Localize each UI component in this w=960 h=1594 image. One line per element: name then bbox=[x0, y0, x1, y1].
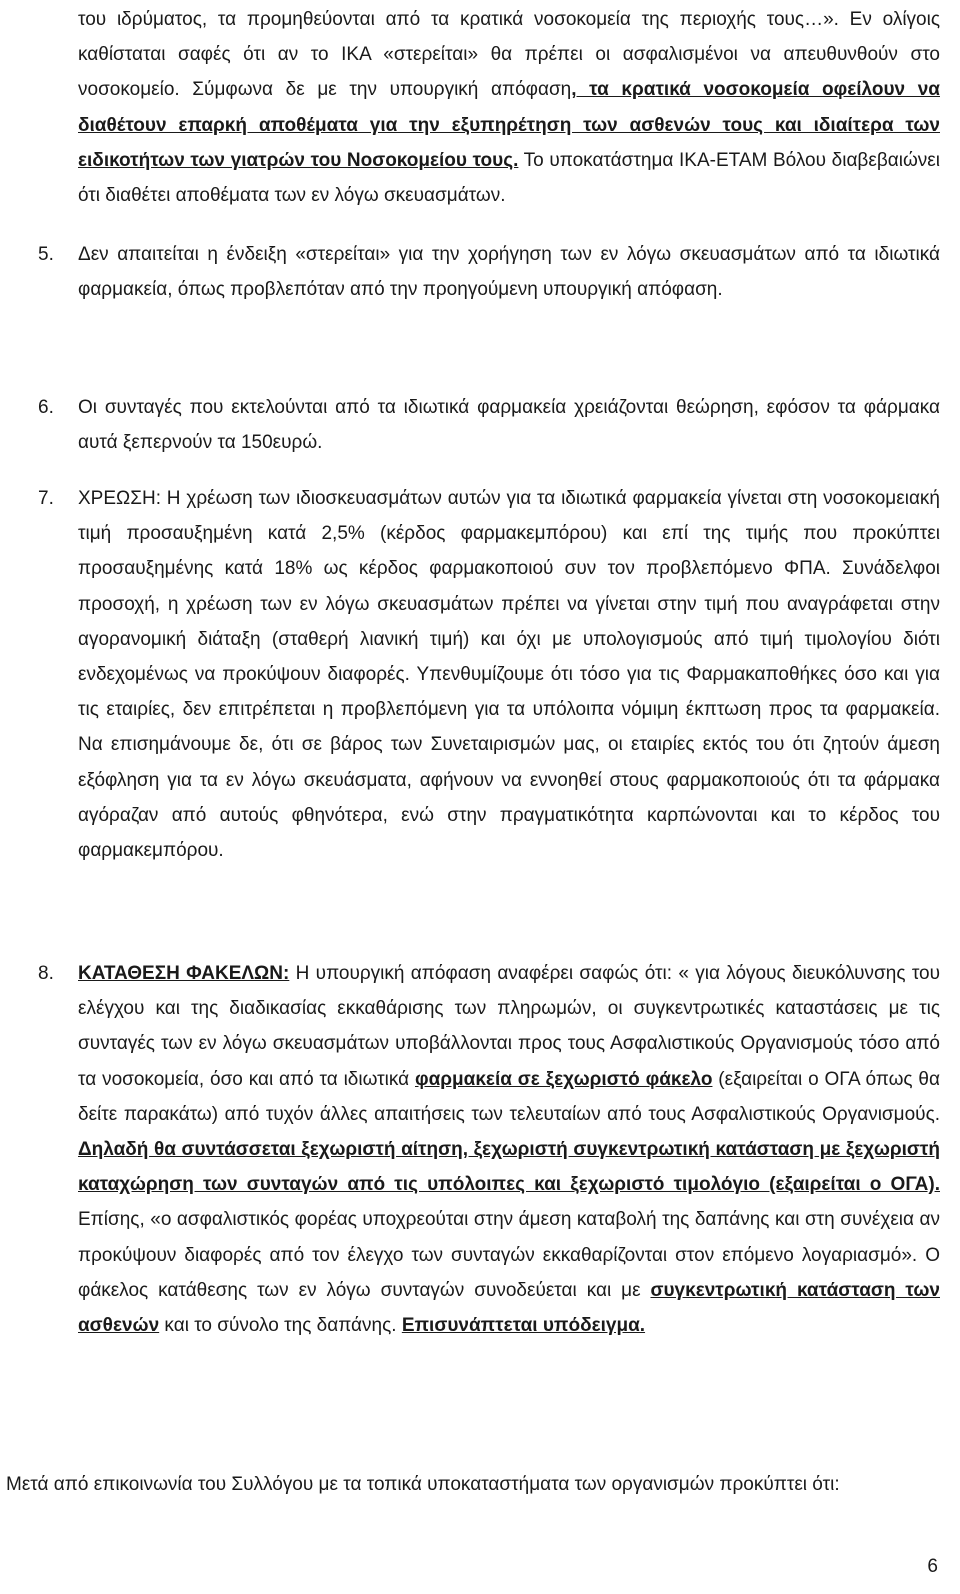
item-8-heading: ΚΑΤΑΘΕΣΗ ΦΑΚΕΛΩΝ: bbox=[78, 963, 290, 984]
item-8-paragraph bbox=[78, 956, 940, 1343]
item-6-number: 6. bbox=[38, 397, 54, 418]
closing-paragraph: Μετά από επικοινωνία του Συλλόγου με τα τοπικά υποκαταστήματα των οργανισμών προκύπτει ότι: bbox=[6, 1474, 840, 1495]
item-8-emphasis-4: Επισυνάπτεται υπόδειγμα. bbox=[401, 1315, 646, 1337]
page-number: 6 bbox=[927, 1556, 938, 1577]
item-6-text: Οι συνταγές που εκτελούνται από τα ιδιωτικά φαρμακεία χρειάζονται θεώρηση, εφόσον τα φάρμακα αυτά ξεπερνούν τα 150ευρώ. bbox=[78, 397, 940, 454]
item-8-emphasis-1: φαρμακεία σε ξεχωριστό φάκελο bbox=[415, 1068, 713, 1090]
item-8-text-2: (εξαιρείται ο ΟΓΑ όπως θα δείτε παρακάτω) από τυχόν άλλες απαιτήσεις των τελευταίων από τους Ασφαλιστικούς Οργανισμούς. bbox=[78, 1068, 940, 1125]
item-8-text-3: Επίσης, «ο ασφαλιστικός φορέας υποχρεούται στην άμεση καταβολή της δαπάνης και στη συνέχεια αν προκύψουν διαφορές από τον έλεγχο των συνταγών εκκαθαρίζονται στον επόμενο λογαριασμό». Ο φάκελος κατάθεσης των εν λόγω συνταγών συνοδεύεται και με bbox=[78, 1209, 940, 1301]
continuation-text-end: Το υποκατάστημα ΙΚΑ-ΕΤΑΜ Βόλου διαβεβαιώνει ότι διαθέτει αποθέματα των εν λόγω σκευασμάτων. bbox=[78, 149, 940, 207]
continuation-text: του ιδρύματος, τα προμηθεύονται από τα κρατικά νοσοκομεία της περιοχής τους…». Εν ολίγοις καθίσταται σαφές ότι αν το ΙΚΑ «στερείται» θα πρέπει οι ασφαλισμένοι να απευθυνθούν στο νοσοκομείο. Σύμφωνα δε με την υπουργική απόφαση bbox=[78, 9, 940, 101]
item-8-emphasis-3: συγκεντρωτική κατάσταση των ασθενών bbox=[78, 1279, 940, 1337]
item-8-text-4: και το σύνολο της δαπάνης. bbox=[159, 1315, 402, 1337]
item-5-text: Δεν απαιτείται η ένδειξη «στερείται» για την χορήγηση των εν λόγω σκευασμάτων από τα ιδιωτικά φαρμακεία, όπως προβλεπόταν από την προηγούμενη υπουργική απόφαση. bbox=[78, 244, 940, 301]
continuation-emphasis: , τα κρατικά νοσοκομεία οφείλουν να διαθέτουν επαρκή αποθέματα για την εξυπηρέτηση των ασθενών τους και ιδιαίτερα των ειδικοτήτων των γιατρών του Νοσοκομείου τους. bbox=[78, 79, 940, 171]
item-7-number: 7. bbox=[38, 488, 54, 509]
item-8-text-1: Η υπουργική απόφαση αναφέρει σαφώς ότι: « για λόγους διευκόλυνσης του ελέγχου και της διαδικασίας εκκαθάρισης των πληρωμών, οι συγκεντρωτικές καταστάσεις με τις συνταγές των εν λόγω σκευασμάτων υποβάλλονται προς τους Ασφαλιστικούς Οργανισμούς τόσο από τα νοσοκομεία, όσο και από τα ιδιωτικά bbox=[78, 963, 941, 1090]
continuation-paragraph bbox=[78, 2, 940, 213]
item-8-number: 8. bbox=[38, 963, 54, 984]
item-7-text: ΧΡΕΩΣΗ: Η χρέωση των ιδιοσκευασμάτων αυτών για τα ιδιωτικά φαρμακεία γίνεται στη νοσοκομειακή τιμή προσαυξημένη κατά 2,5% (κέρδος φαρμακεμπόρου) και επί της τιμής που προκύπτει προσαυξημένης κατά 18% ως κέρδος φαρμακοποιού συν τον προβλεπόμενο ΦΠΑ. Συνάδελφοι προσοχή, η χρέωση των εν λόγω σκευασμάτων πρέπει να γίνεται στην τιμή που αναγράφεται στην αγορανομική διάταξη (σταθερή λιανική τιμή) και όχι με υπολογισμούς από τιμή τιμολογίου διότι ενδεχομένως να προκύψουν διαφορές. Υπενθυμίζουμε ότι τόσο για τις Φαρμακαποθήκες όσο και για τις εταιρίες, δεν επιτρέπεται η προβλεπόμενη για τα υπόλοιπα νόμιμη έκπτωση προς τα φαρμακεία. Να επισημάνουμε δε, ότι σε βάρος των Συνεταιρισμών μας, οι εταιρίες εκτός του ότι ζητούν άμεση εξόφληση για τα εν λόγω σκευάσματα, αφήνουν να εννοηθεί στους φαρμακοποιούς ότι τα φάρμακα αγόραζαν από αυτούς φθηνότερα, ενώ στην πραγματικότητα καρπώνονται και το κέρδος του φαρμακεμπόρου. bbox=[78, 488, 940, 862]
item-5-number: 5. bbox=[38, 244, 54, 265]
item-8-emphasis-2: Δηλαδή θα συντάσσεται ξεχωριστή αίτηση, ξεχωριστή συγκεντρωτική κατάσταση με ξεχωριστή καταχώρηση των συνταγών από τις υπόλοιπες και ξεχωριστό τιμολόγιο (εξαιρείται ο ΟΓΑ). bbox=[78, 1139, 940, 1196]
